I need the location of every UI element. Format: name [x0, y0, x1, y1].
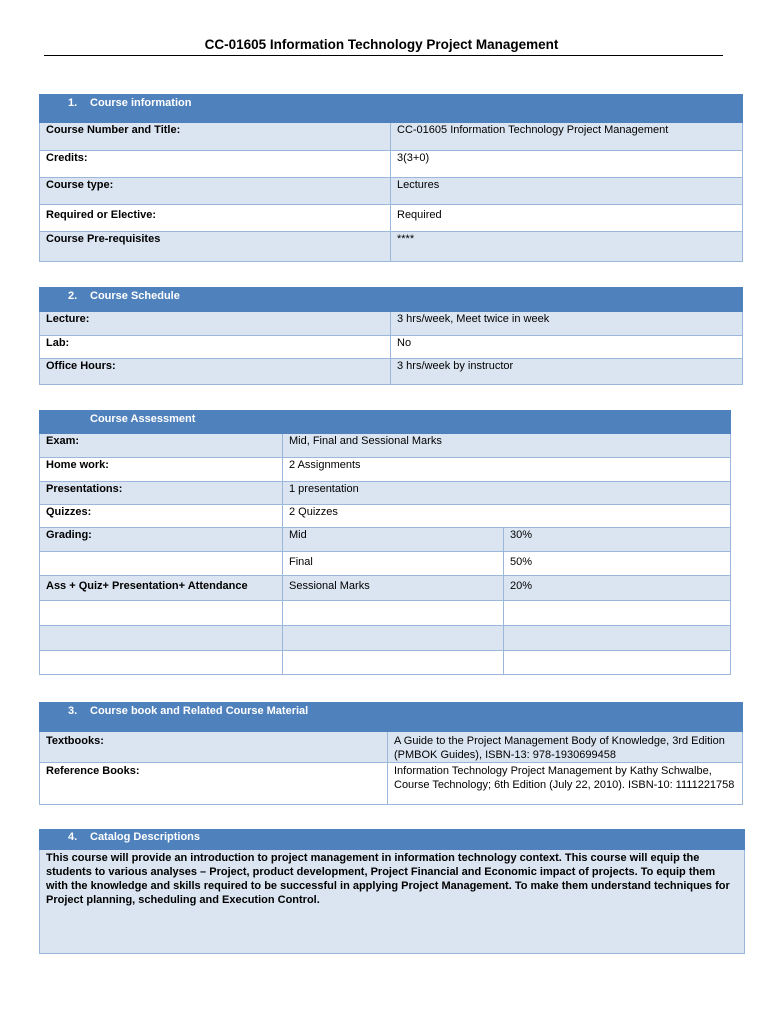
- row-label: Home work:: [40, 458, 283, 482]
- row-value: CC-01605 Information Technology Project Management: [391, 123, 743, 151]
- empty-cell: [504, 651, 731, 675]
- row-label: Office Hours:: [40, 359, 391, 385]
- catalog-description-text: This course will provide an introduction to project management in information technology context. This course will equip the students to various analyses – Project, product development, Project Financial and Economic impact of projects. To equip them with the knowledge and skills required to be successful in applying Project Management. To make them understand techniques for Project planning, scheduling and Execution Control.: [40, 850, 745, 954]
- row-value: Information Technology Project Management by Kathy Schwalbe, Course Technology; 6th Edition (July 22, 2010). ISBN-10: 1111221758: [388, 763, 743, 805]
- section-header-course-schedule: 2. Course Schedule: [40, 288, 743, 312]
- row-value: Mid, Final and Sessional Marks: [283, 434, 731, 458]
- empty-cell: [504, 626, 731, 651]
- grading-percent: 50%: [504, 552, 731, 576]
- row-value: A Guide to the Project Management Body of Knowledge, 3rd Edition (PMBOK Guides), ISBN-13: 978-1930699458: [388, 732, 743, 763]
- empty-cell: [40, 626, 283, 651]
- course-information-table: [39, 94, 743, 262]
- grading-item: Sessional Marks: [283, 576, 504, 601]
- row-value: Lectures: [391, 178, 743, 205]
- row-label: Course type:: [40, 178, 391, 205]
- grading-percent: 20%: [504, 576, 731, 601]
- grading-label: Grading:: [40, 528, 283, 552]
- grading-label: [40, 552, 283, 576]
- row-label: Required or Elective:: [40, 205, 391, 232]
- empty-cell: [283, 601, 504, 626]
- catalog-descriptions-table: [39, 829, 745, 954]
- section-header-course-information: 1. Course information: [40, 95, 743, 123]
- page-title: CC-01605 Information Technology Project Management: [204, 37, 559, 52]
- row-label: Course Pre-requisites: [40, 232, 391, 262]
- title-rule: [44, 55, 723, 56]
- section-header-catalog-descriptions: 4. Catalog Descriptions: [40, 830, 745, 850]
- course-book-table: [39, 702, 743, 805]
- row-label: Lab:: [40, 336, 391, 359]
- grading-item: Final: [283, 552, 504, 576]
- row-value: 2 Quizzes: [283, 505, 731, 528]
- empty-cell: [283, 626, 504, 651]
- row-value: 3 hrs/week, Meet twice in week: [391, 312, 743, 336]
- row-label: Course Number and Title:: [40, 123, 391, 151]
- empty-cell: [40, 651, 283, 675]
- course-schedule-table: [39, 287, 743, 385]
- row-label: Credits:: [40, 151, 391, 178]
- row-value: ****: [391, 232, 743, 262]
- course-assessment-table: [39, 410, 731, 675]
- row-value: 2 Assignments: [283, 458, 731, 482]
- empty-cell: [40, 601, 283, 626]
- row-label: Quizzes:: [40, 505, 283, 528]
- empty-cell: [504, 601, 731, 626]
- row-label: Exam:: [40, 434, 283, 458]
- row-value: Required: [391, 205, 743, 232]
- row-label: Textbooks:: [40, 732, 388, 763]
- row-label: Lecture:: [40, 312, 391, 336]
- empty-cell: [283, 651, 504, 675]
- grading-item: Mid: [283, 528, 504, 552]
- row-value: 3 hrs/week by instructor: [391, 359, 743, 385]
- row-value: 3(3+0): [391, 151, 743, 178]
- section-header-course-book: 3. Course book and Related Course Material: [40, 703, 743, 732]
- row-value: 1 presentation: [283, 482, 731, 505]
- row-label: Reference Books:: [40, 763, 388, 805]
- grading-label: Ass + Quiz+ Presentation+ Attendance: [40, 576, 283, 601]
- section-header-course-assessment: Course Assessment: [40, 411, 731, 434]
- row-label: Presentations:: [40, 482, 283, 505]
- row-value: No: [391, 336, 743, 359]
- grading-percent: 30%: [504, 528, 731, 552]
